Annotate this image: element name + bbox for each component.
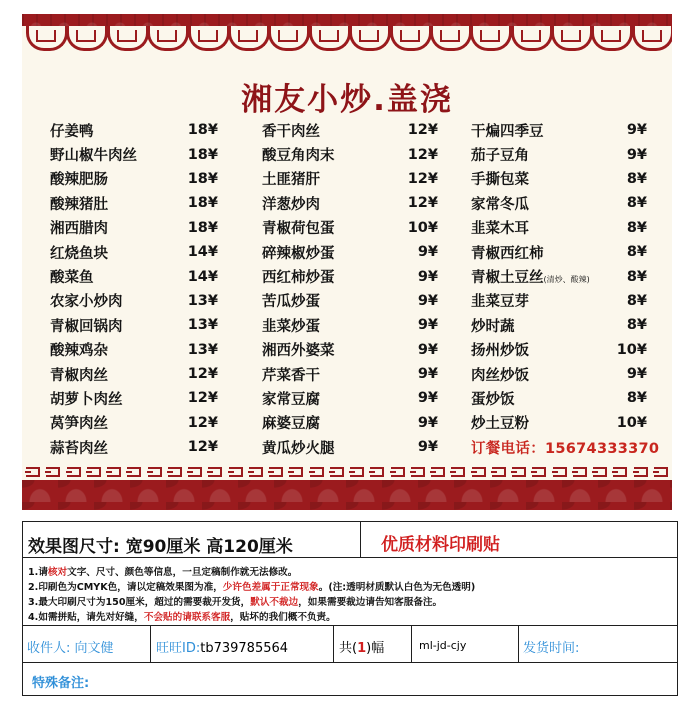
dish-name-text: 红烧鱼块: [50, 245, 108, 262]
menu-item: [50, 435, 218, 459]
menu-item: [471, 362, 647, 386]
menu-item: [262, 240, 438, 264]
dish-name-text: 炒时蔬: [471, 318, 515, 335]
dish-name: [471, 242, 544, 263]
menu-item: [471, 411, 647, 435]
divider: [23, 557, 677, 558]
dish-price: 9¥: [417, 292, 438, 309]
fret-ornament: [87, 467, 101, 477]
dish-name: [471, 412, 529, 433]
dish-name-text: 农家小炒肉: [50, 294, 123, 311]
menu-item: [471, 313, 647, 337]
dish-name: [50, 412, 108, 433]
dish-price: 8¥: [626, 390, 647, 407]
dish-name-text: 碎辣椒炒蛋: [262, 245, 335, 262]
count-suffix: )幅: [366, 641, 385, 656]
fret-ornament: [229, 467, 243, 477]
note-highlight: 不会贴的请联系客服: [143, 612, 231, 623]
dish-price: 13¥: [187, 317, 218, 334]
order-code: ml-jd-cjy: [419, 639, 467, 652]
menu-item: [471, 240, 647, 264]
note-line-4: [28, 609, 336, 623]
fret-ornament: [249, 467, 263, 477]
dish-name: [262, 242, 335, 263]
menu-item: [50, 386, 218, 410]
menu-item: [262, 167, 438, 191]
dish-name-text: 湘西外婆菜: [262, 343, 335, 360]
menu-item: [471, 216, 647, 240]
dish-price: 9¥: [417, 341, 438, 358]
dish-price: 10¥: [616, 341, 647, 358]
dish-name: [471, 339, 529, 360]
dish-name: [50, 315, 123, 336]
dish-name-text: 蛋炒饭: [471, 391, 515, 408]
dish-price: 13¥: [187, 341, 218, 358]
note-text: 1.请: [28, 567, 48, 578]
fret-ornament: [391, 467, 405, 477]
count-value: 1: [357, 641, 367, 656]
menu-item: [262, 142, 438, 166]
wangwang-label: 旺旺ID:: [156, 641, 201, 656]
dish-name: [50, 217, 108, 238]
dish-price: 9¥: [417, 317, 438, 334]
dish-name: [50, 120, 94, 141]
fret-ornament: [269, 467, 283, 477]
fret-ornament: [168, 467, 182, 477]
dish-name: [50, 364, 108, 385]
dish-price: 8¥: [626, 292, 647, 309]
note-text: ，如果需要裁边请告知客服备注。: [298, 597, 443, 608]
dish-price: 8¥: [626, 244, 647, 261]
menu-item: [262, 264, 438, 288]
dish-name: [471, 144, 529, 165]
dish-name-text: 茄子豆角: [471, 148, 529, 165]
fret-ornament: [411, 467, 425, 477]
dish-name: [471, 315, 515, 336]
fret-ornament: [451, 467, 465, 477]
menu-item: [50, 411, 218, 435]
dish-name: [50, 437, 108, 458]
fret-ornament: [127, 467, 141, 477]
dish-price: 8¥: [626, 219, 647, 236]
fret-ornament: [532, 467, 546, 477]
dish-name: [471, 168, 529, 189]
menu-item: [262, 191, 438, 215]
cloud-ornament: [105, 26, 145, 64]
dish-name: [50, 388, 123, 409]
dish-name-text: 酸豆角肉末: [262, 148, 335, 165]
dish-name: [50, 193, 108, 214]
dish-price: 9¥: [626, 122, 647, 139]
dish-name-text: 青椒荷包蛋: [262, 221, 335, 238]
note-highlight: 核对: [47, 567, 68, 578]
fret-ornament: [553, 467, 567, 477]
cloud-ornament: [630, 26, 670, 64]
dish-price: 12¥: [407, 195, 438, 212]
menu-item: [50, 167, 218, 191]
menu-item: [262, 386, 438, 410]
dish-name-text: 湘西腊肉: [50, 221, 108, 238]
menu-item: [262, 362, 438, 386]
order-phone-row: [471, 435, 660, 459]
menu-board: [22, 14, 672, 510]
dish-name: [262, 388, 320, 409]
cloud-ornament: [226, 26, 266, 64]
note-highlight: 默认不裁边: [250, 597, 299, 608]
dish-price: 14¥: [187, 268, 218, 285]
dish-price: 13¥: [187, 292, 218, 309]
dish-name-text: 炒土豆粉: [471, 416, 529, 433]
dish-name-text: 青椒西红柿: [471, 245, 544, 262]
dish-price: 14¥: [187, 244, 218, 261]
dish-name: [262, 412, 320, 433]
fret-ornament: [431, 467, 445, 477]
menu-title: 湘友小炒.盖浇: [241, 82, 453, 118]
divider: [518, 625, 519, 662]
dish-price: 9¥: [417, 439, 438, 456]
dish-name-text: 香干肉丝: [262, 123, 320, 140]
menu-item: [262, 118, 438, 142]
dish-price: 9¥: [417, 366, 438, 383]
dish-name: [50, 168, 108, 189]
dish-name: [471, 266, 590, 287]
dish-name: [50, 339, 108, 360]
top-cloud-border: [22, 26, 672, 66]
dish-name-text: 芹菜香干: [262, 367, 320, 384]
special-remarks-label: 特殊备注:: [32, 676, 90, 691]
dish-price: 9¥: [417, 244, 438, 261]
menu-item: [50, 338, 218, 362]
cloud-ornament: [186, 26, 226, 64]
menu-item: [50, 289, 218, 313]
cloud-ornament: [428, 26, 468, 64]
dish-name-text: 洋葱炒肉: [262, 196, 320, 213]
dish-name: [50, 144, 137, 165]
dish-name-text: 青椒回锅肉: [50, 318, 123, 335]
cloud-ornament: [266, 26, 306, 64]
dish-name-text: 胡萝卜肉丝: [50, 391, 123, 408]
dish-price: 12¥: [187, 439, 218, 456]
note-text: 3.最大印刷尺寸为150厘米，超过的需要裁开发货，: [28, 597, 251, 608]
fret-ornament: [573, 467, 587, 477]
menu-item: [262, 411, 438, 435]
note-text: 2.印刷色为CMYK色，请以定稿效果图为准，: [28, 582, 223, 593]
dish-name: [471, 290, 529, 311]
dish-name-text: 韭菜木耳: [471, 221, 529, 238]
dish-name-text: 仔姜鸭: [50, 123, 94, 140]
divider: [23, 625, 677, 626]
count-field: [339, 637, 384, 656]
material-tag: 优质材料印刷贴: [381, 535, 500, 555]
dish-name-text: 土匪猪肝: [262, 172, 320, 189]
cloud-ornament: [307, 26, 347, 64]
dish-name-text: 酸菜鱼: [50, 270, 94, 287]
divider: [333, 625, 334, 662]
menu-item: [262, 338, 438, 362]
dish-name-text: 苦瓜炒蛋: [262, 294, 320, 311]
dish-name: [262, 266, 335, 287]
fret-ornament: [492, 467, 506, 477]
dish-name-text: 家常豆腐: [262, 391, 320, 408]
menu-item: [471, 191, 647, 215]
fret-ornament: [512, 467, 526, 477]
dish-price: 9¥: [417, 414, 438, 431]
fret-ornament: [188, 467, 202, 477]
menu-item: [262, 313, 438, 337]
menu-item: [50, 240, 218, 264]
dish-name-text: 野山椒牛肉丝: [50, 148, 137, 165]
dish-name-text: 蒜苔肉丝: [50, 440, 108, 457]
menu-item: [50, 191, 218, 215]
dish-name: [262, 120, 320, 141]
fret-ornament: [107, 467, 121, 477]
print-info-table: [22, 521, 678, 696]
dish-name: [50, 266, 94, 287]
divider: [411, 625, 412, 662]
note-highlight: 少许色差属于正常现象: [222, 582, 319, 593]
fret-ornament: [350, 467, 364, 477]
menu-column-1: [50, 118, 250, 459]
dish-price: 12¥: [187, 414, 218, 431]
fret-ornament: [67, 467, 81, 477]
dish-name-text: 麻婆豆腐: [262, 416, 320, 433]
dish-price: 9¥: [626, 366, 647, 383]
dish-name: [262, 290, 320, 311]
note-line-2: [28, 579, 475, 593]
dish-name: [262, 437, 335, 458]
fret-ornament: [654, 467, 668, 477]
dish-name: [262, 168, 320, 189]
menu-item: [50, 216, 218, 240]
dish-name: [262, 193, 320, 214]
menu-item: [50, 142, 218, 166]
menu-item: [471, 118, 647, 142]
menu-item: [471, 142, 647, 166]
dish-price: 12¥: [187, 366, 218, 383]
menu-item: [471, 386, 647, 410]
menu-item: [471, 167, 647, 191]
dish-name-text: 莴笋肉丝: [50, 416, 108, 433]
note-text: ，贴坏的我们概不负责。: [230, 612, 336, 623]
fret-ornament: [634, 467, 648, 477]
dish-price: 18¥: [187, 195, 218, 212]
dish-price: 10¥: [407, 219, 438, 236]
menu-item: [471, 338, 647, 362]
fret-ornament: [593, 467, 607, 477]
dish-name-text: 酸辣肥肠: [50, 172, 108, 189]
bottom-fret-border: [22, 464, 672, 480]
dish-price: 12¥: [407, 146, 438, 163]
cloud-ornament: [468, 26, 508, 64]
dish-name-text: 干煸四季豆: [471, 123, 544, 140]
dish-name: [471, 364, 529, 385]
dish-price: 18¥: [187, 146, 218, 163]
cloud-ornament: [64, 26, 104, 64]
note-text: 4.如需拼贴，请先对好缝，: [28, 612, 144, 623]
dish-price: 9¥: [417, 390, 438, 407]
note-text: 。(注:透明材质默认白色为无色透明): [318, 582, 476, 593]
dish-price: 18¥: [187, 122, 218, 139]
recipient: 收件人: 向文健: [27, 641, 114, 656]
menu-item: [262, 289, 438, 313]
fret-ornament: [26, 467, 40, 477]
dish-price: 12¥: [407, 170, 438, 187]
menu-item: [262, 435, 438, 459]
cloud-ornament: [24, 26, 64, 64]
dish-price: 12¥: [407, 122, 438, 139]
fret-ornament: [46, 467, 60, 477]
dish-name-text: 手撕包菜: [471, 172, 529, 189]
dish-name-text: 青椒肉丝: [50, 367, 108, 384]
dish-name: [50, 290, 123, 311]
top-border-band: [22, 14, 672, 26]
dish-name: [262, 144, 335, 165]
dish-name-text: 家常冬瓜: [471, 196, 529, 213]
dish-name: [471, 388, 515, 409]
dish-name-text: 黄瓜炒火腿: [262, 440, 335, 457]
dish-name: [262, 364, 320, 385]
menu-item: [50, 362, 218, 386]
dish-name-text: 扬州炒饭: [471, 343, 529, 360]
fret-ornament: [613, 467, 627, 477]
size-label: 效果图尺寸: 宽90厘米 高120厘米: [28, 537, 293, 557]
note-line-1: [28, 564, 297, 578]
menu-item: [50, 118, 218, 142]
count-prefix: 共(: [339, 641, 358, 656]
dish-name-text: 酸辣猪肚: [50, 196, 108, 213]
dish-name-text: 西红柿炒蛋: [262, 270, 335, 287]
cloud-ornament: [549, 26, 589, 64]
bottom-border-band: [22, 480, 672, 510]
dish-name-text: 酸辣鸡杂: [50, 343, 108, 360]
wangwang-field: [156, 637, 288, 656]
dish-price: 8¥: [626, 268, 647, 285]
dish-name: [262, 339, 335, 360]
dish-price: 10¥: [616, 414, 647, 431]
dish-name: [50, 242, 108, 263]
fret-ornament: [310, 467, 324, 477]
cloud-ornament: [509, 26, 549, 64]
dish-name: [471, 217, 529, 238]
dish-price: 18¥: [187, 219, 218, 236]
dish-price: 9¥: [626, 146, 647, 163]
dish-name: [262, 217, 335, 238]
cloud-ornament: [347, 26, 387, 64]
dish-name-text: 青椒土豆丝: [471, 270, 544, 287]
fret-ornament: [472, 467, 486, 477]
cloud-ornament: [145, 26, 185, 64]
dish-name-text: 韭菜炒蛋: [262, 318, 320, 335]
dish-price: 9¥: [417, 268, 438, 285]
menu-item: [50, 264, 218, 288]
menu-item: [262, 216, 438, 240]
fret-ornament: [148, 467, 162, 477]
divider: [23, 662, 677, 663]
menu-item: [471, 289, 647, 313]
dish-note: (清炒、酸辣): [543, 275, 590, 285]
dish-price: 12¥: [187, 390, 218, 407]
divider: [360, 522, 361, 557]
dish-name-text: 肉丝炒饭: [471, 367, 529, 384]
dish-price: 8¥: [626, 195, 647, 212]
fret-ornament: [289, 467, 303, 477]
dish-name: [471, 193, 529, 214]
menu-column-2: [262, 118, 462, 459]
order-phone: 订餐电话：15674333370: [471, 440, 660, 457]
ship-time-label: 发货时间:: [523, 641, 580, 656]
dish-price: 18¥: [187, 170, 218, 187]
divider: [150, 625, 151, 662]
menu-item: [50, 313, 218, 337]
cloud-ornament: [589, 26, 629, 64]
cloud-ornament: [388, 26, 428, 64]
dish-name: [471, 120, 544, 141]
note-line-3: [28, 594, 442, 608]
dish-price: 8¥: [626, 170, 647, 187]
fret-ornament: [330, 467, 344, 477]
dish-name: [262, 315, 320, 336]
fret-ornament: [370, 467, 384, 477]
note-text: 文字、尺寸、颜色等信息，一旦定稿制作就无法修改。: [67, 567, 298, 578]
dish-name-text: 韭菜豆芽: [471, 294, 529, 311]
dish-price: 8¥: [626, 317, 647, 334]
fret-ornament: [208, 467, 222, 477]
menu-item: [471, 264, 647, 288]
wangwang-id: tb739785564: [200, 641, 289, 656]
menu-column-3: [471, 118, 671, 459]
